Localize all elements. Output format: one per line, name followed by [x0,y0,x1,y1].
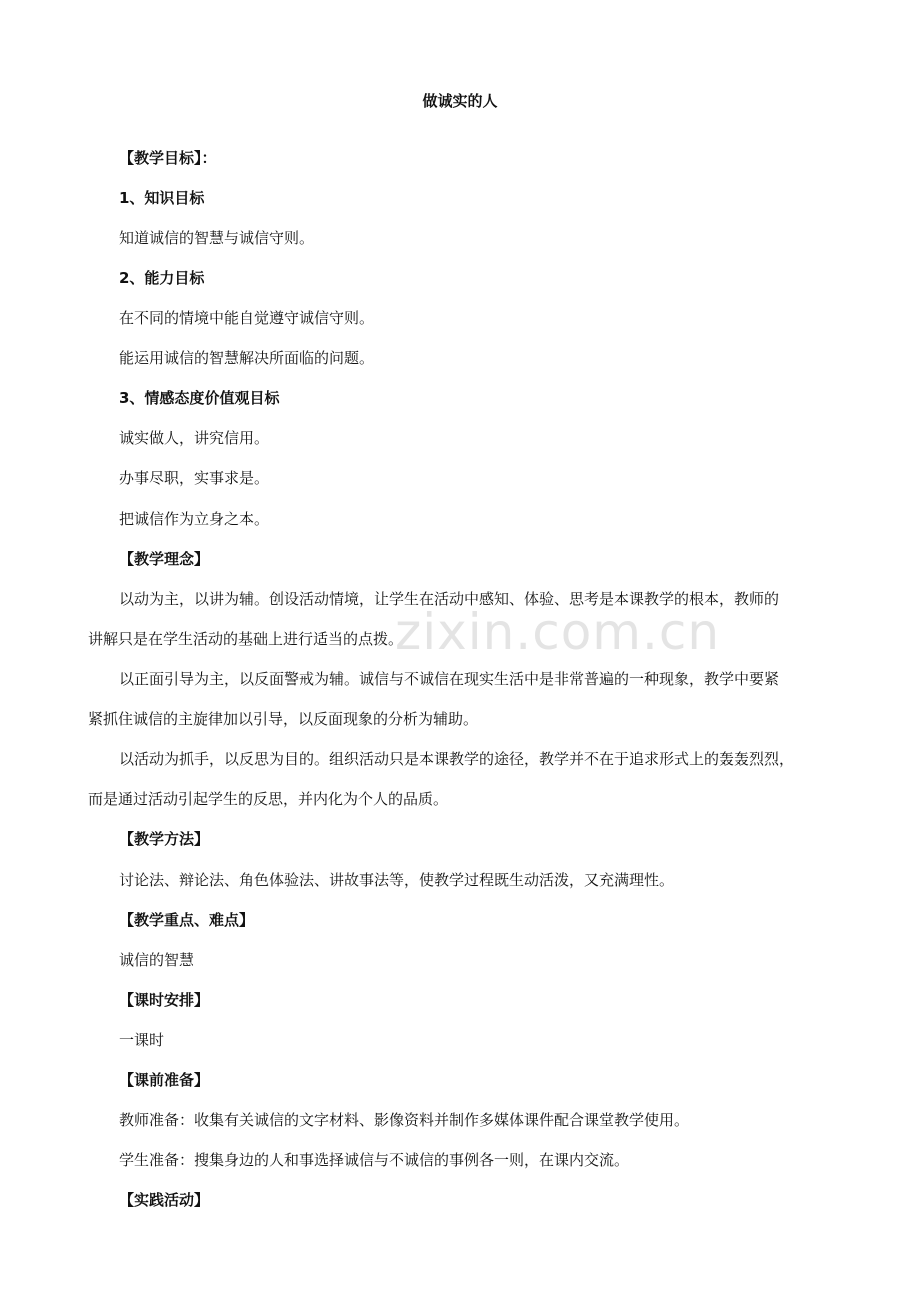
section-heading-preparation: 【课前准备】 [119,1071,210,1089]
paragraph-line: 一课时 [119,1031,165,1049]
section-heading-activities: 【实践活动】 [119,1191,210,1209]
paragraph-line: 知道诚信的智慧与诚信守则。 [119,229,315,247]
watermark: zixin.com.cn [395,603,721,661]
section-heading-objectives: 【教学目标】： [119,149,217,167]
paragraph-line: 讲解只是在学生活动的基础上进行适当的点拨。 [88,630,404,648]
paragraph-line: 诚实做人，讲究信用。 [119,429,270,447]
paragraph-line: 以动为主，以讲为辅。创设活动情境，让学生在活动中感知、体验、思考是本课教学的根本，教师的 [119,590,780,608]
section-heading-schedule: 【课时安排】 [119,991,210,1009]
paragraph-line: 能运用诚信的智慧解决所面临的问题。 [119,349,375,367]
paragraph-line: 学生准备：搜集身边的人和事选择诚信与不诚信的事例各一则，在课内交流。 [119,1151,630,1169]
paragraph-line: 以活动为抓手，以反思为目的。组织活动只是本课教学的途径，教学并不在于追求形式上的轰轰烈烈， [119,750,795,768]
section-heading-key-points: 【教学重点、难点】 [119,911,255,929]
paragraph-line: 以正面引导为主，以反面警戒为辅。诚信与不诚信在现实生活中是非常普遍的一种现象，教学中要紧 [119,670,780,688]
section-heading-methods: 【教学方法】 [119,830,210,848]
subheading-values: 3、情感态度价值观目标 [119,389,280,407]
subheading-knowledge: 1、知识目标 [119,189,205,207]
paragraph-line: 办事尽职，实事求是。 [119,469,270,487]
paragraph-line: 而是通过活动引起学生的反思，并内化为个人的品质。 [88,790,449,808]
paragraph-line: 教师准备：收集有关诚信的文字材料、影像资料并制作多媒体课件配合课堂教学使用。 [119,1111,690,1129]
paragraph-line: 把诚信作为立身之本。 [119,510,270,528]
paragraph-line: 诚信的智慧 [119,951,195,969]
subheading-ability: 2、能力目标 [119,269,205,287]
paragraph-line: 讨论法、辩论法、角色体验法、讲故事法等，使教学过程既生动活泼，又充满理性。 [119,871,675,889]
paragraph-line: 在不同的情境中能自觉遵守诚信守则。 [119,309,375,327]
document-title: 做诚实的人 [422,92,498,110]
section-heading-philosophy: 【教学理念】 [119,550,210,568]
paragraph-line: 紧抓住诚信的主旋律加以引导，以反面现象的分析为辅助。 [88,710,479,728]
